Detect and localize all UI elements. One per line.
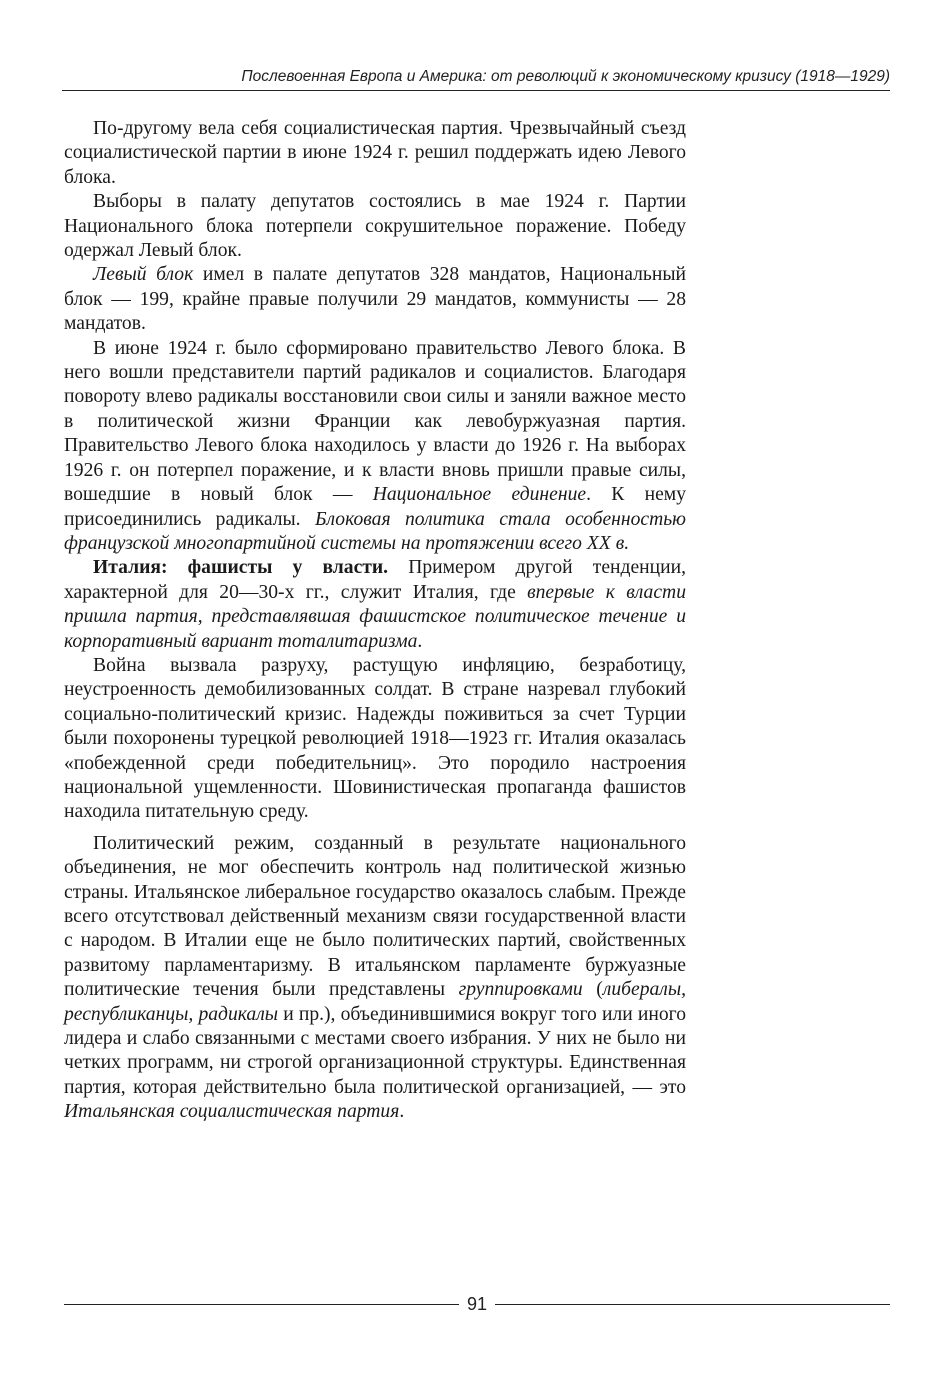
paragraph-mandates xyxy=(64,263,686,336)
paragraph-text: имел в палате депутатов 328 мандатов, Национальный блок — 199, крайне правые получили 29 мандатов, коммунисты — 28 мандатов. xyxy=(64,264,686,335)
page-footer xyxy=(64,1291,890,1317)
paragraph-text: . xyxy=(399,1101,405,1123)
section-heading: Италия: фашисты у власти. xyxy=(93,557,389,579)
paragraph-text: Политический режим, созданный в результате национального объединения, не мог обеспечить контроль над политической жизнью страны. Итальянское либеральное государство оказалось слабым. Прежде всего отсутствовал действенный механизм связи государственной власти с народом. В Италии еще не было политических партий, свойственных развитому парламентаризму. В итальянском парламенте буржуазные политические течения были представлены xyxy=(64,832,686,1001)
paragraph-socialists xyxy=(64,117,686,190)
italic-term: Национальное единение xyxy=(372,484,587,506)
footer-rule-left xyxy=(64,1304,459,1305)
italic-emphasis: впервые к власти пришла партия, представлявшая фашистское политическое течение и корпоративный вариант тоталитаризма xyxy=(64,581,686,652)
italic-term: группировками xyxy=(458,979,583,1001)
paragraph-text: . К нему присоединились радикалы. xyxy=(64,484,686,530)
paragraph-text: Примером другой тенденции, характерной для 20—30-х гг., служит Италия, где xyxy=(64,557,687,603)
italic-term: Левый блок xyxy=(93,264,194,286)
paragraph-text: В июне 1924 г. было сформировано правительство Левого блока. В него вошли представители партий радикалов и социалистов. Благодаря повороту влево радикалы восстановили свои силы и заняли важное место в политической жизни Франции как левобуржуазная партия. Правительство Левого блока находилось у власти до 1926 г. На выборах 1926 г. он потерпел поражение, и к власти вновь пришли правые силы, вошедшие в новый блок — xyxy=(64,337,686,506)
body-text xyxy=(64,117,686,1125)
paragraph-text: Война вызвала разруху, растущую инфляцию, безработицу, неустроенность демобилизованных солдат. В стране назревал глубокий социально-политический кризис. Надежды поживиться за счет Турции были похоронены турецкой революцией 1918—1923 гг. Италия оказалась «побежденной среди победительниц». Это породило настроения национальной ущемленности. Шовинистическая пропаганда фашистов находила питательную среду. xyxy=(64,654,686,823)
italic-emphasis: Блоковая политика стала особенностью французской многопартийной системы на протяжении всего XX в. xyxy=(64,508,686,554)
paragraph-text: ( xyxy=(582,979,603,1001)
paragraph-text: По-другому вела себя социалистическая партия. Чрезвычайный съезд социалистической партии в июне 1924 г. решил поддержать идею Левого блока. xyxy=(64,118,686,188)
footer-rule-right xyxy=(495,1304,890,1305)
running-header: Послевоенная Европа и Америка: от революций к экономическому кризису (1918—1929) xyxy=(62,68,890,91)
italic-term: Итальянская социалистическая партия xyxy=(64,1101,400,1123)
paragraph-text: . xyxy=(417,630,423,652)
paragraph-text: Выборы в палату депутатов состоялись в мае 1924 г. Партии Национального блока потерпели сокрушительное поражение. Победу одержал Левый блок. xyxy=(64,191,686,262)
paragraph-italy-fascists xyxy=(64,556,686,654)
italic-term: либералы, республиканцы, радикалы xyxy=(64,979,686,1025)
page-number: 91 xyxy=(466,1293,488,1314)
paragraph-war-crisis xyxy=(64,654,686,825)
paragraph-left-bloc-government xyxy=(64,337,686,557)
paragraph-political-regime xyxy=(64,832,686,1125)
paragraph-elections-1924 xyxy=(64,190,686,263)
paragraph-text: и пр.), объединившимися вокруг того или иного лидера и слабо связанными с местами своего избрания. У них не было ни четких программ, ни строгой организационной структуры. Единственная партия, которая действительно была политической организацией, — это xyxy=(64,1003,687,1098)
